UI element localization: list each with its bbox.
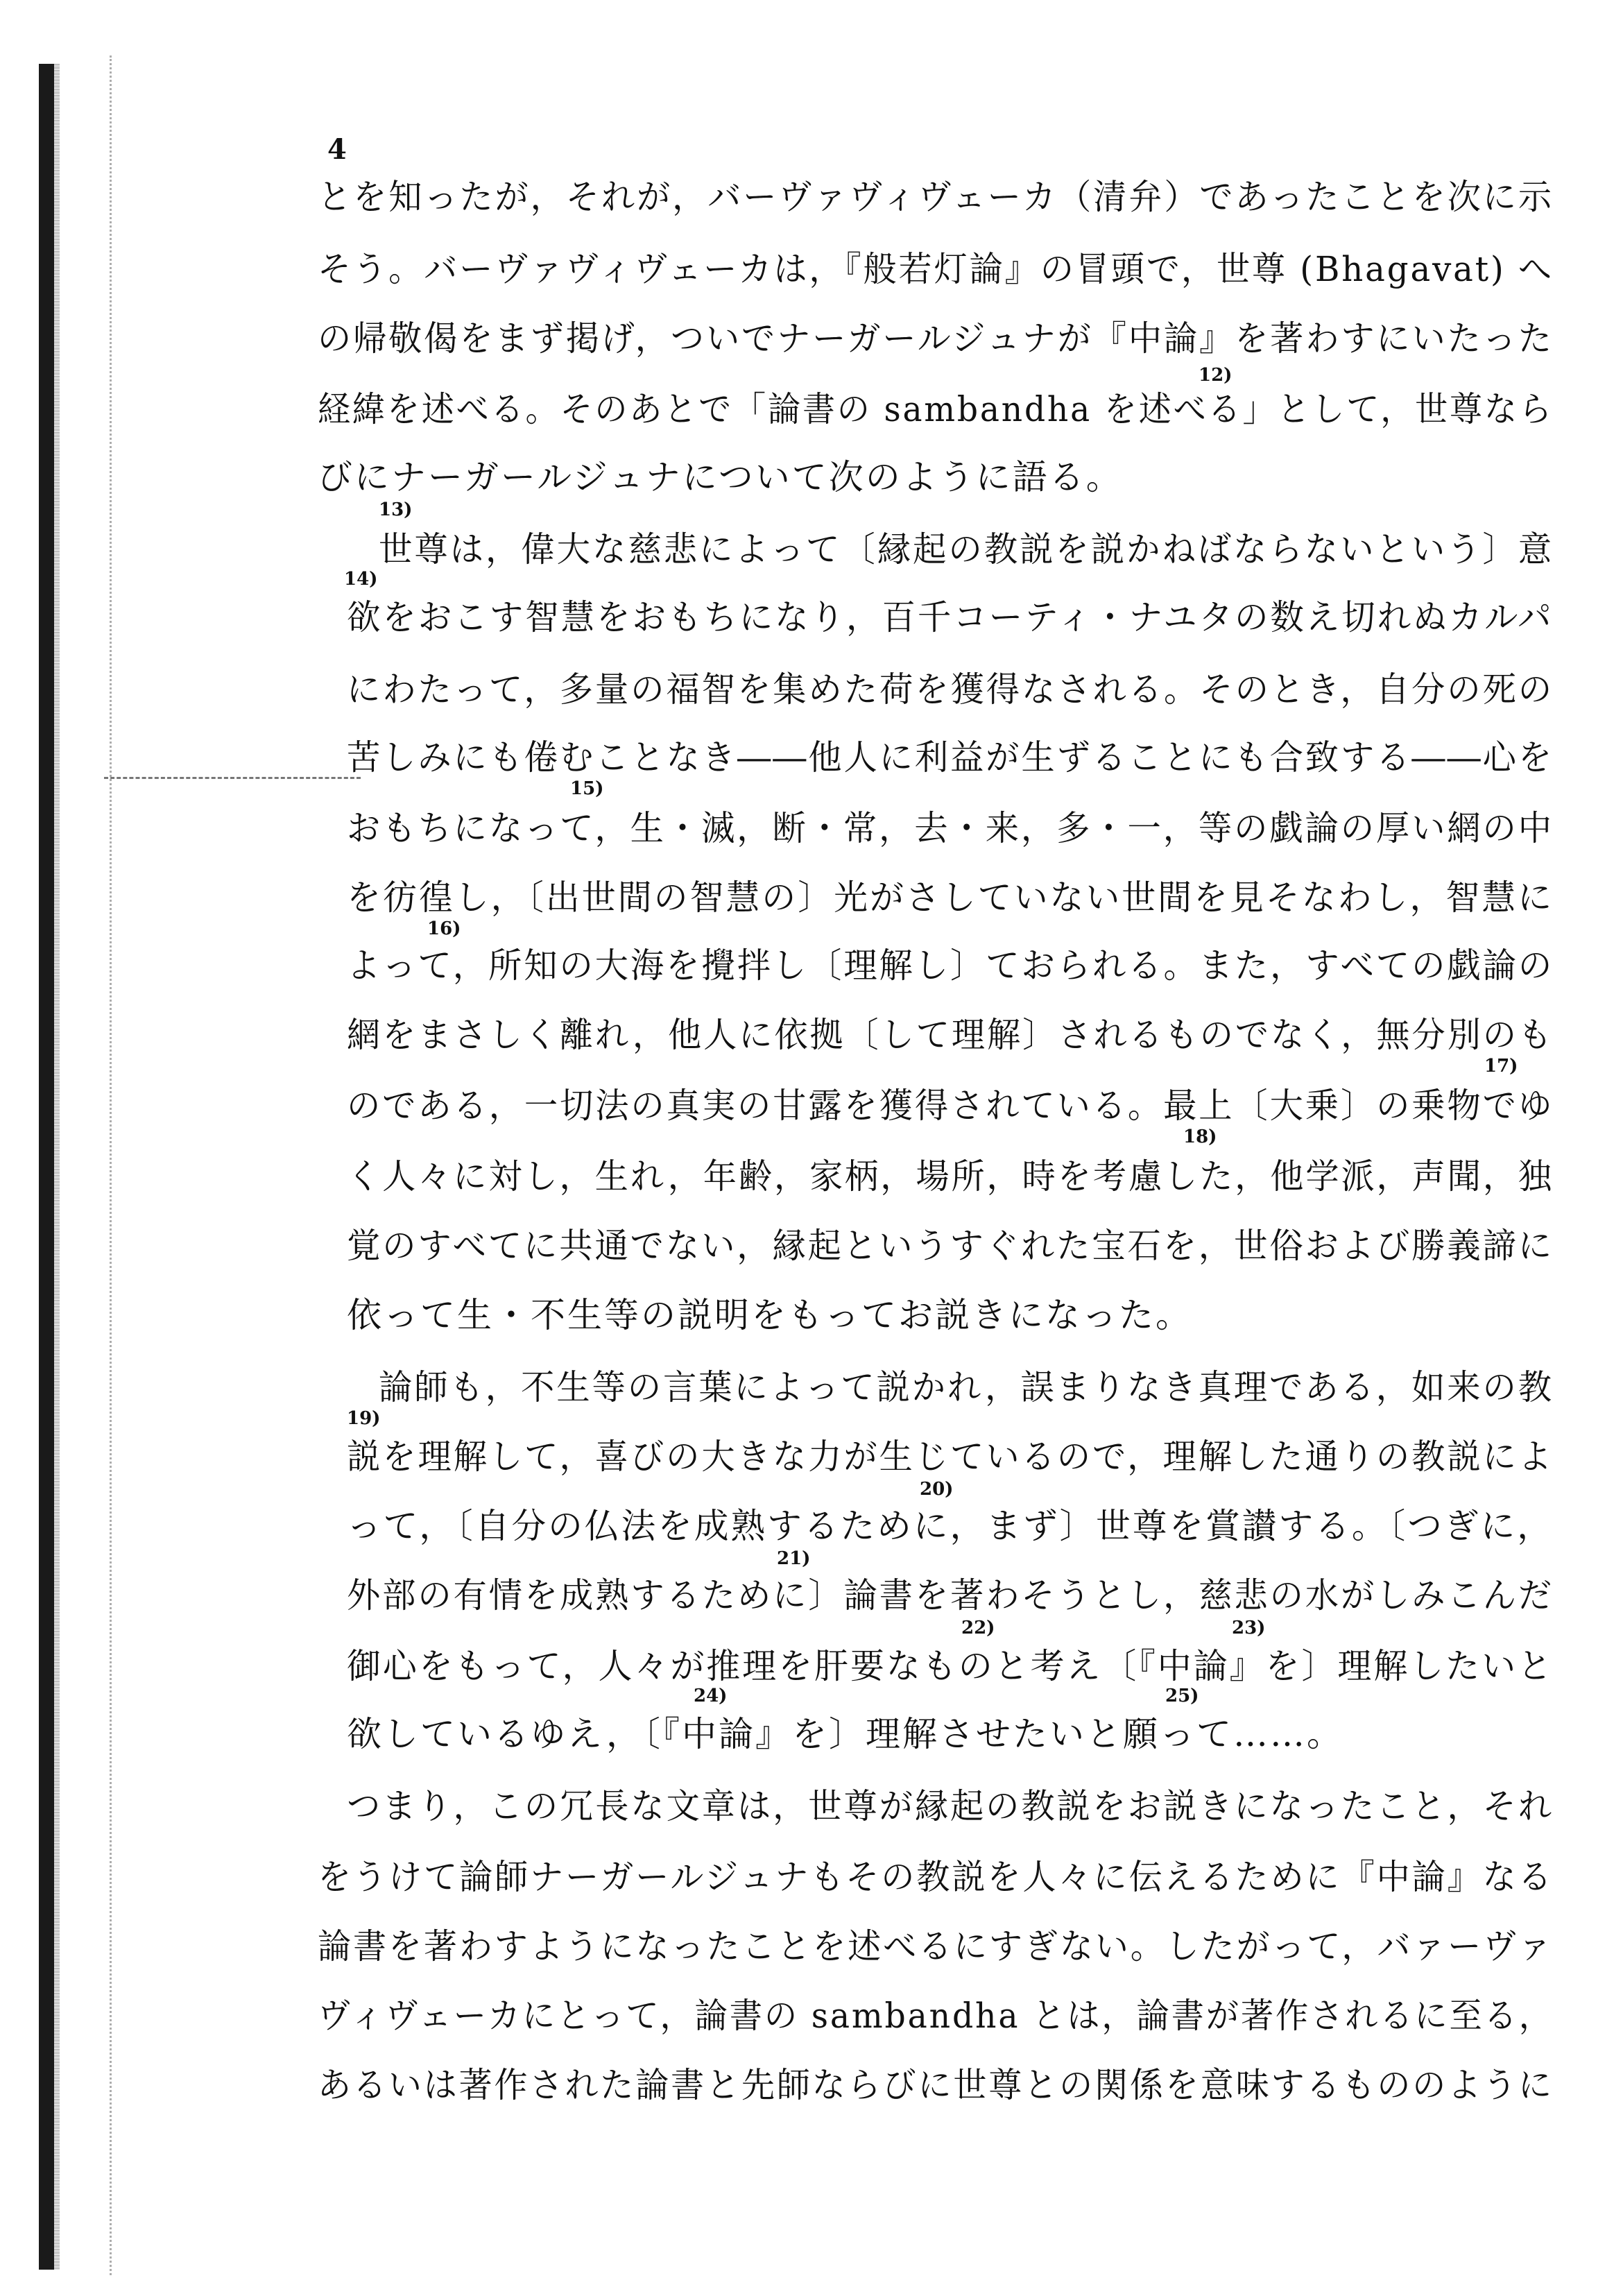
text-line: そう。バーヴァヴィヴェーカは，『般若灯論』の冒頭で，世尊 (Bhagavat) へ bbox=[318, 249, 1554, 289]
footnote-marker-17: 17) bbox=[1484, 1056, 1518, 1077]
footnote-marker-23: 23) bbox=[1232, 1618, 1266, 1638]
text-line: く人々に対し，生れ，年齢，家柄，場所，時を考慮した，他学派，声聞，独 bbox=[347, 1156, 1554, 1197]
text-line: にわたって，多量の福智を集めた荷を獲得なされる。そのとき，自分の死の bbox=[347, 669, 1554, 710]
page-number: 4 bbox=[327, 133, 347, 166]
text-line: 覚のすべてに共通でない，縁起というすぐれた宝石を，世俗および勝義諦に bbox=[347, 1226, 1554, 1266]
footnote-marker-15: 15) bbox=[570, 778, 604, 799]
text-line: を彷徨し，〔出世間の智慧の〕光がさしていない世間を見そなわし，智慧に bbox=[347, 877, 1554, 918]
text-line: って，〔自分の仏法を成熟するために，まず〕世尊を賞讃する。〔つぎに， bbox=[347, 1506, 1554, 1546]
text-line: おもちになって，生・滅，断・常，去・来，多・一，等の戯論の厚い網の中 bbox=[347, 808, 1554, 848]
footnote-marker-21: 21) bbox=[777, 1548, 811, 1569]
text-line: の帰敬偈をまず掲げ，ついでナーガールジュナが『中論』を著わすにいたった bbox=[318, 318, 1554, 359]
text-line: のである，一切法の真実の甘露を獲得されている。最上〔大乗〕の乗物でゆ bbox=[347, 1086, 1554, 1126]
text-line: 欲をおこす智慧をおもちになり，百千コーティ・ナユタの数え切れぬカルパ bbox=[347, 597, 1554, 637]
text-line: あるいは著作された論書と先師ならびに世尊との関係を意味するもののように bbox=[318, 2065, 1554, 2105]
text-line: とを知ったが，それが，バーヴァヴィヴェーカ（清弁）であったことを次に示 bbox=[318, 177, 1554, 217]
text-line: をうけて論師ナーガールジュナもその教説を人々に伝えるために『中論』なる bbox=[318, 1857, 1554, 1897]
text-line: 苦しみにも倦むことなき――他人に利益が生ずることにも合致する――心を bbox=[347, 737, 1554, 778]
text-line: びにナーガールジュナについて次のように語る。 bbox=[318, 457, 1123, 497]
footnote-marker-16: 16) bbox=[427, 918, 461, 939]
footnote-marker-24: 24) bbox=[694, 1686, 728, 1706]
footnote-marker-13: 13) bbox=[379, 499, 413, 520]
text-line: 欲しているゆえ，〔『中論』を〕理解させたいと願って……。 bbox=[347, 1714, 1343, 1754]
scan-dashed-mark bbox=[104, 777, 361, 779]
text-line: 網をまさしく離れ，他人に依拠〔して理解〕されるものでなく，無分別のも bbox=[347, 1015, 1554, 1055]
footnote-marker-18: 18) bbox=[1183, 1126, 1217, 1147]
footnote-marker-25: 25) bbox=[1165, 1686, 1199, 1706]
text-line: つまり，この冗長な文章は，世尊が縁起の教説をお説きになったこと，それ bbox=[347, 1786, 1554, 1826]
text-line: 依って生・不生等の説明をもってお説きになった。 bbox=[347, 1295, 1192, 1335]
text-line: よって，所知の大海を攪拌し〔理解し〕ておられる。また，すべての戯論の bbox=[347, 945, 1554, 986]
footnote-marker-12: 12) bbox=[1199, 365, 1233, 386]
text-line: 論書を著わすようになったことを述べるにすぎない。したがって，バァーヴァ bbox=[318, 1926, 1554, 1967]
footnote-marker-19: 19) bbox=[347, 1408, 381, 1429]
text-line: 説を理解して，喜びの大きな力が生じているので，理解した通りの教説によ bbox=[347, 1437, 1554, 1477]
text-line: 経緯を述べる。そのあとで「論書の sambandha を述べる」として，世尊なら bbox=[318, 389, 1554, 429]
text-line: 世尊は，偉大な慈悲によって〔縁起の教説を説かねばならないという〕意 bbox=[379, 529, 1554, 569]
scan-dotted-line bbox=[110, 55, 112, 2275]
scan-edge-bar bbox=[39, 64, 54, 2270]
text-line: ヴィヴェーカにとって，論書の sambandha とは，論書が著作されるに至る， bbox=[318, 1996, 1554, 2036]
text-line: 外部の有情を成熟するために〕論書を著わそうとし，慈悲の水がしみこんだ bbox=[347, 1575, 1554, 1616]
footnote-marker-20: 20) bbox=[920, 1479, 954, 1500]
text-line: 論師も，不生等の言葉によって説かれ，誤まりなき真理である，如来の教 bbox=[379, 1367, 1554, 1407]
text-line: 御心をもって，人々が推理を肝要なものと考え〔『中論』を〕理解したいと bbox=[347, 1646, 1554, 1686]
footnote-marker-14: 14) bbox=[344, 569, 378, 590]
footnote-marker-22: 22) bbox=[961, 1618, 995, 1638]
scan-edge-texture bbox=[54, 64, 60, 2270]
